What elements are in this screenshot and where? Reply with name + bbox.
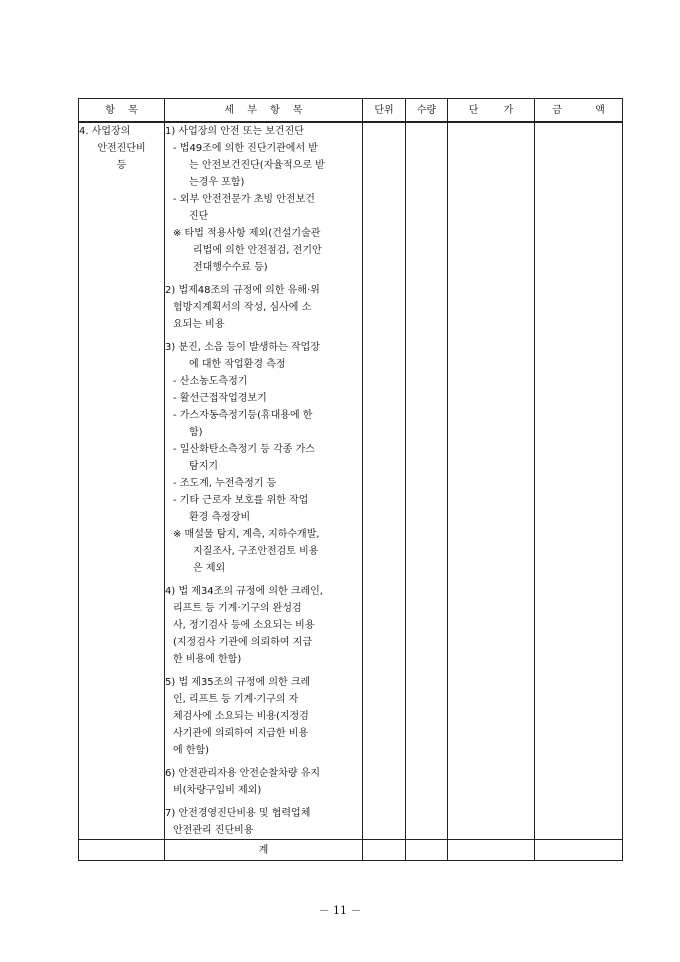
total-unit-cell: [363, 840, 406, 861]
unit-cell: [363, 122, 406, 840]
detail-line: 비(차량구입비 제외): [173, 785, 262, 796]
detail-line: 함): [189, 427, 203, 438]
detail-line: 사, 정기검사 등에 소요되는 비용: [173, 620, 315, 631]
detail-line: 요되는 비용: [173, 319, 225, 330]
detail-line: 진단: [189, 211, 209, 222]
detail-line: 지질조사, 구조안전검토 비용: [193, 546, 319, 557]
detail-line: - 외부 안전전문가 초빙 안전보건: [173, 194, 315, 205]
detail-line: 안전관리 진단비용: [173, 825, 254, 836]
page-number: － 11 －: [318, 904, 362, 917]
detail-line: - 법49조에 의한 진단기관에서 받: [173, 143, 318, 154]
amount-cell: [535, 122, 623, 840]
detail-line: 4) 법 제34조의 규정에 의한 크레인,: [165, 586, 323, 597]
total-item-cell: [79, 840, 165, 861]
item-cell: [79, 122, 165, 840]
detail-line: - 산소농도측정기: [173, 376, 248, 387]
detail-line: 체검사에 소요되는 비용(지정검: [173, 711, 309, 722]
detail-line: 전대행수수료 등): [193, 262, 268, 273]
table-row: [79, 122, 623, 840]
detail-line: - 조도계, 누전측정기 등: [173, 478, 277, 489]
detail-section-5: [165, 674, 362, 759]
total-unit-price-cell: [448, 840, 535, 861]
detail-line: 는 안전보건진단(자율적으로 받: [189, 160, 325, 171]
detail-section-1: [165, 123, 362, 276]
detail-cell: [165, 122, 363, 840]
detail-line: (지정검사 기관에 의뢰하여 지급: [173, 637, 313, 648]
detail-section-2: [165, 282, 362, 333]
detail-section-7: [165, 805, 362, 839]
header-quantity: 수량: [406, 99, 448, 123]
detail-line: 3) 분진, 소음 등이 발생하는 작업장: [165, 342, 320, 353]
detail-section-6: [165, 765, 362, 799]
detail-line: 인, 리프트 등 기계·기구의 자: [173, 694, 299, 705]
detail-line: 는경우 포함): [189, 177, 245, 188]
quantity-cell: [406, 122, 448, 840]
detail-line: 은 제외: [193, 563, 226, 574]
detail-line: 7) 안전경영진단비용 및 협력업체: [165, 808, 311, 819]
detail-line: 환경 측정장비: [189, 512, 251, 523]
detail-line: 사기관에 의뢰하여 지급한 비용: [173, 728, 309, 739]
detail-line: - 일산화탄소측정기 등 각종 가스: [173, 444, 315, 455]
item-line: 안전진단비: [97, 143, 146, 154]
header-amount: 금 액: [535, 99, 623, 123]
detail-line: 탐지기: [189, 461, 218, 472]
detail-line: - 활선근접작업경보기: [173, 393, 267, 404]
header-detail: 세 부 항 목: [165, 99, 363, 123]
safety-cost-table: [78, 98, 623, 861]
unit-price-cell: [448, 122, 535, 840]
total-amount-cell: [535, 840, 623, 861]
header-item: 항 목: [79, 99, 165, 123]
detail-line: 험방지계획서의 작성, 심사에 소: [173, 302, 312, 313]
header-row: [79, 99, 623, 123]
total-row: [79, 840, 623, 861]
total-quantity-cell: [406, 840, 448, 861]
header-unit: 단위: [363, 99, 406, 123]
item-line: 등: [116, 160, 127, 171]
total-label: 계: [165, 840, 363, 861]
detail-line: 에 대한 작업환경 측정: [189, 359, 286, 370]
item-line: 4. 사업장의: [79, 126, 131, 137]
detail-line: 리프트 등 기계·기구의 완성검: [173, 603, 302, 614]
detail-line: 리법에 의한 안전점검, 전기안: [193, 245, 322, 256]
detail-line: ※ 타법 적용사항 제외(건설기술관: [173, 228, 321, 239]
detail-line: 6) 안전관리자용 안전순찰차량 유지: [165, 768, 321, 779]
header-unit-price: 단 가: [448, 99, 535, 123]
detail-line: - 기타 근로자 보호를 위한 작업: [173, 495, 309, 506]
detail-section-3: [165, 339, 362, 577]
detail-line: 한 비용에 한함): [173, 654, 242, 665]
detail-section-4: [165, 583, 362, 668]
detail-line: - 가스자동측정기등(휴대용에 한: [173, 410, 313, 421]
detail-line: ※ 매설물 탐지, 계측, 지하수개발,: [173, 529, 320, 540]
detail-line: 1) 사업장의 안전 또는 보건진단: [165, 126, 304, 137]
detail-line: 5) 법 제35조의 규정에 의한 크레: [165, 677, 311, 688]
detail-line: 2) 법제48조의 규정에 의한 유해·위: [165, 285, 320, 296]
detail-line: 에 한함): [173, 745, 210, 756]
